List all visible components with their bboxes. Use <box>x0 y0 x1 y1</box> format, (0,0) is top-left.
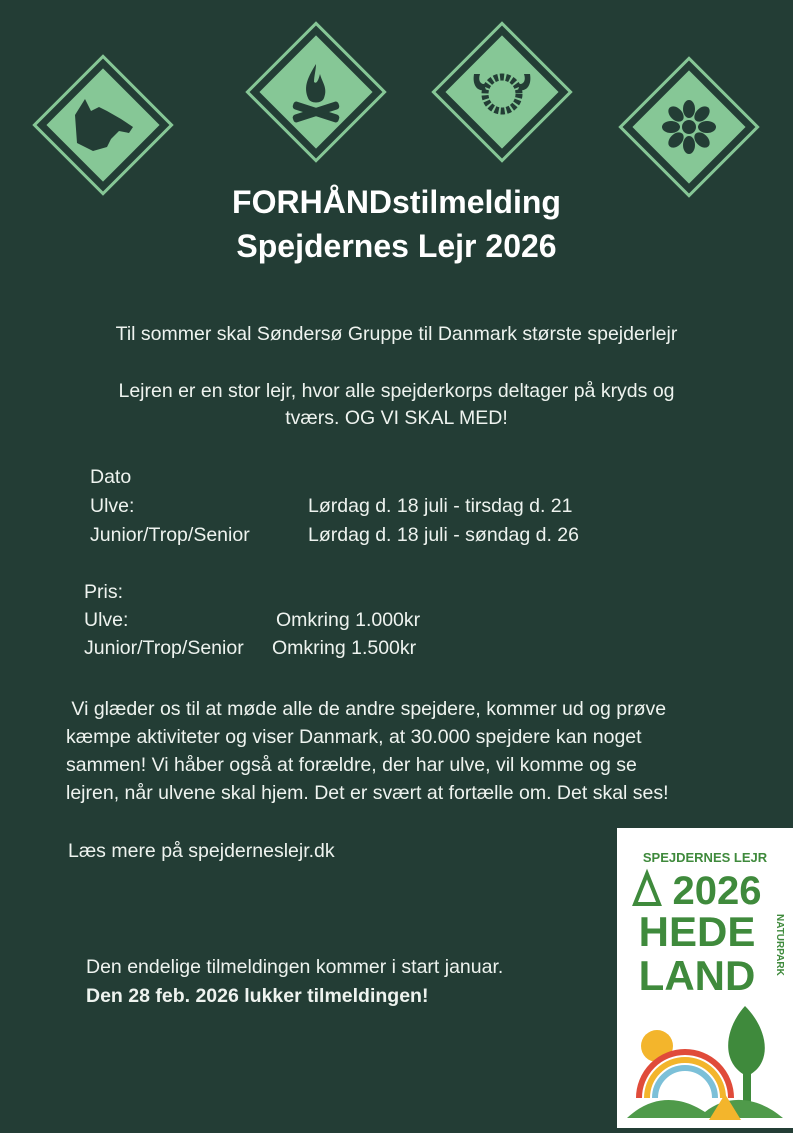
deadline-notice: Den 28 feb. 2026 lukker tilmeldingen! <box>86 985 429 1007</box>
prices-row-price: Omkring 1.500kr <box>272 637 417 659</box>
intro-paragraph-2b: tværs. OG VI SKAL MED! <box>285 407 508 429</box>
body-line: kæmpe aktiviteter og viser Danmark, at 30.000 spejdere kan noget <box>66 726 642 748</box>
dates-row-group: Junior/Trop/Senior <box>90 524 250 546</box>
logo-top-text: SPEJDERNES LEJR <box>642 850 768 865</box>
rope-horns-icon <box>462 52 542 132</box>
prices-row-group: Ulve: <box>84 609 129 631</box>
logo-side-text: NATURPARK <box>774 914 785 976</box>
body-line: sammen! Vi håber også at forældre, der har ulve, vil komme og se <box>66 754 637 776</box>
dates-row-when: Lørdag d. 18 juli - søndag d. 26 <box>308 524 579 546</box>
wolf-icon <box>63 85 143 165</box>
logo-word-1: HEDE <box>638 908 756 955</box>
logo-year: 2026 <box>672 869 762 913</box>
footer-line: Den endelige tilmeldingen kommer i start januar. <box>86 956 504 978</box>
dates-row-when: Lørdag d. 18 juli - tirsdag d. 21 <box>308 495 573 517</box>
tent-icon <box>635 874 659 904</box>
body-line: Vi glæder os til at møde alle de andre spejdere, kommer ud og prøve <box>66 698 667 720</box>
dates-heading: Dato <box>90 466 132 488</box>
prices-row-group: Junior/Trop/Senior <box>84 637 244 659</box>
intro-paragraph-1: Til sommer skal Søndersø Gruppe til Danmark største spejderlejr <box>115 323 678 345</box>
body-line: lejren, når ulvene skal hjem. Det er svært at fortælle om. Det skal ses! <box>66 782 669 804</box>
dates-row-group: Ulve: <box>90 495 135 517</box>
hills-icon <box>627 1100 783 1118</box>
page-title: FORHÅNDstilmelding <box>232 184 561 220</box>
read-more-link[interactable]: Læs mere på spejderneslejr.dk <box>68 840 335 862</box>
campfire-icon <box>276 52 356 132</box>
logo-word-2: LAND <box>638 952 756 999</box>
flower-icon <box>649 87 729 167</box>
page-subtitle: Spejdernes Lejr 2026 <box>236 228 557 264</box>
event-logo <box>617 828 793 1128</box>
tree-icon <box>728 1006 765 1104</box>
intro-paragraph-2a: Lejren er en stor lejr, hvor alle spejderkorps deltager på kryds og <box>118 380 675 402</box>
prices-row-price: Omkring 1.000kr <box>276 609 421 631</box>
prices-heading: Pris: <box>84 581 123 603</box>
